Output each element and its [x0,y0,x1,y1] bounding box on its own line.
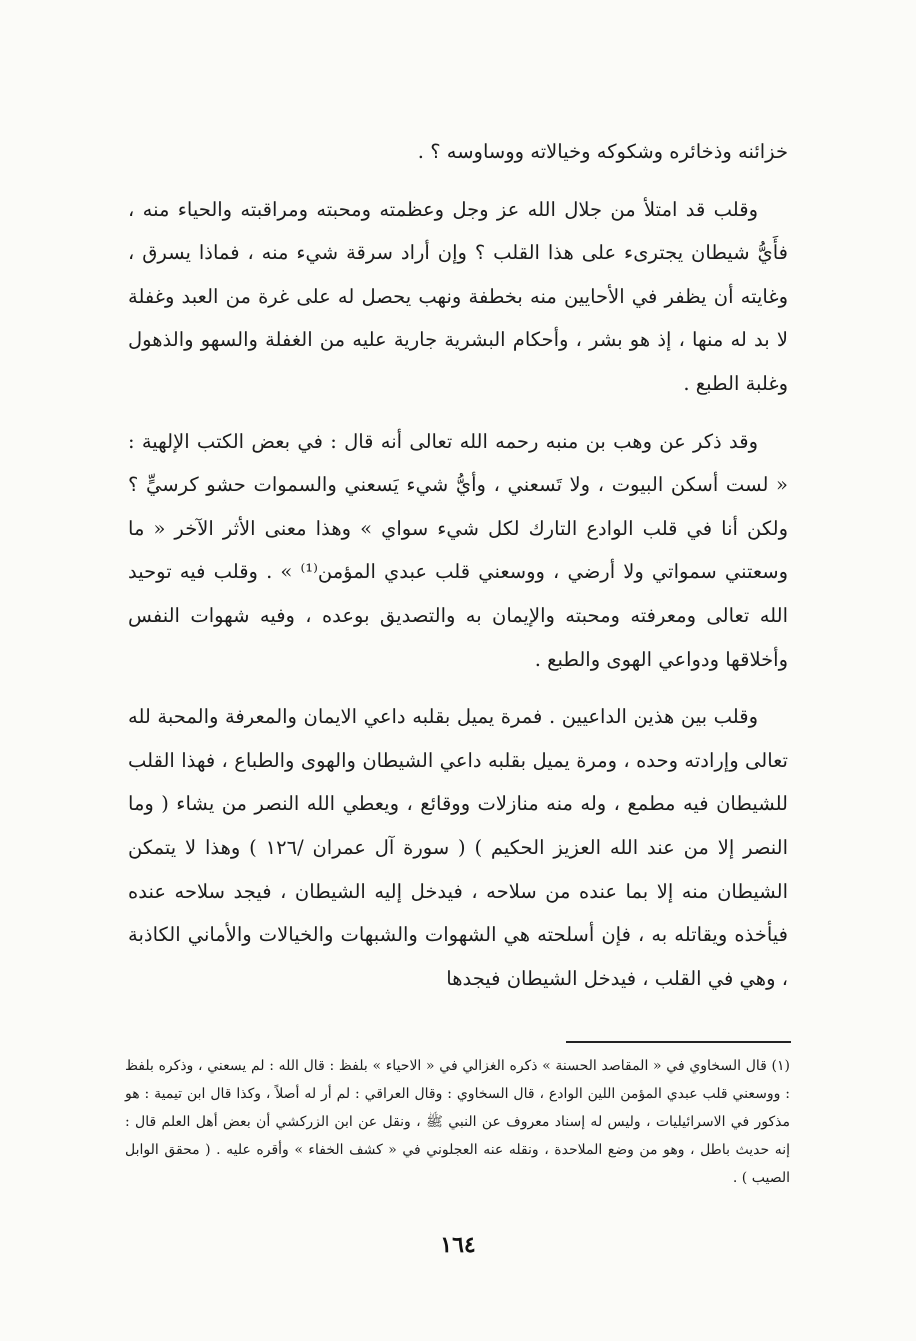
footnote-1: (١) قال السخاوي في « المقاصد الحسنة » ذكره الغزالي في « الاحياء » بلفظ : قال الله : لم يسعني ، وذكره بلفظ : ووسعني قلب عبدي المؤمن اللين الوادع ، قال السخاوي : وقال العراقي : لم أر له أصلاً ، وكذا قال ابن تيمية : هو مذكور في الاسرائيليات ، وليس له إسناد معروف عن النبي ﷺ ، ونقل عن ابن الزركشي أن بعض أهل العلم قال : إنه حديث باطل ، وهو من وضع الملاحدة ، ونقله عنه العجلوني في « كشف الخفاء » وأقره عليه . ( محقق الوابل الصيب ) . [125,1058,790,1186]
footnotes [125,1052,790,1192]
page-number: ١٦٤ [440,1232,476,1258]
paragraph-1: خزائنه وذخائره وشكوكه وخيالاته ووساوسه ؟ . [417,140,788,163]
paragraph-4: وقلب بين هذين الداعيين . فمرة يميل بقلبه داعي الايمان والمعرفة والمحبة لله تعالى وإرادته وحده ، ومرة يميل بقلبه داعي الشيطان والهوى والطباع ، فهذا القلب للشيطان فيه مطمع ، وله منه منازلات ووقائع ، ويعطي الله النصر من يشاء ( وما النصر إلا من عند الله العزيز الحكيم ) ( سورة آل عمران /١٢٦ ) وهذا لا يتمكن الشيطان منه إلا بما عنده من سلاحه ، فيدخل إليه الشيطان ، فيجد سلاحه عنده فيأخذه ويقاتله به ، فإن أسلحته هي الشهوات والشبهات والخيالات والأماني الكاذبة ، وهي في القلب ، فيدخل الشيطان فيجدها [128,705,788,990]
footnote-divider [566,1041,791,1043]
paragraph-2: وقلب قد امتلأ من جلال الله عز وجل وعظمته ومحبته ومراقبته والحياء منه ، فأَيُّ شيطان يجترىء على هذا القلب ؟ وإن أراد سرقة شيء منه ، فماذا يسرق ، وغايته أن يظفر في الأحايين منه بخطفة ونهب يحصل له على غرة من العبد وغفلة لا بد له منها ، إذ هو بشر ، وأحكام البشرية جارية عليه من الغفلة والسهو والذهول وغلبة الطبع . [128,197,788,395]
body-text [128,130,788,1000]
paragraph-3: وقد ذكر عن وهب بن منبه رحمه الله تعالى أنه قال : في بعض الكتب الإلهية : « لست أسكن البيوت ، ولا تَسعني ، وأيُّ شيء يَسعني والسموات حشو كرسيٍّ ؟ ولكن أنا في قلب الوادع التارك لكل شيء سواي » وهذا معنى الأثر الآخر « ما وسعتني سمواتي ولا أرضي ، ووسعني قلب عبدي المؤمن⁽¹⁾ » . وقلب فيه توحيد الله تعالى ومعرفته ومحبته والإيمان به والتصديق بوعده ، وفيه شهوات النفس وأخلاقها ودواعي الهوى والطبع . [128,429,788,671]
